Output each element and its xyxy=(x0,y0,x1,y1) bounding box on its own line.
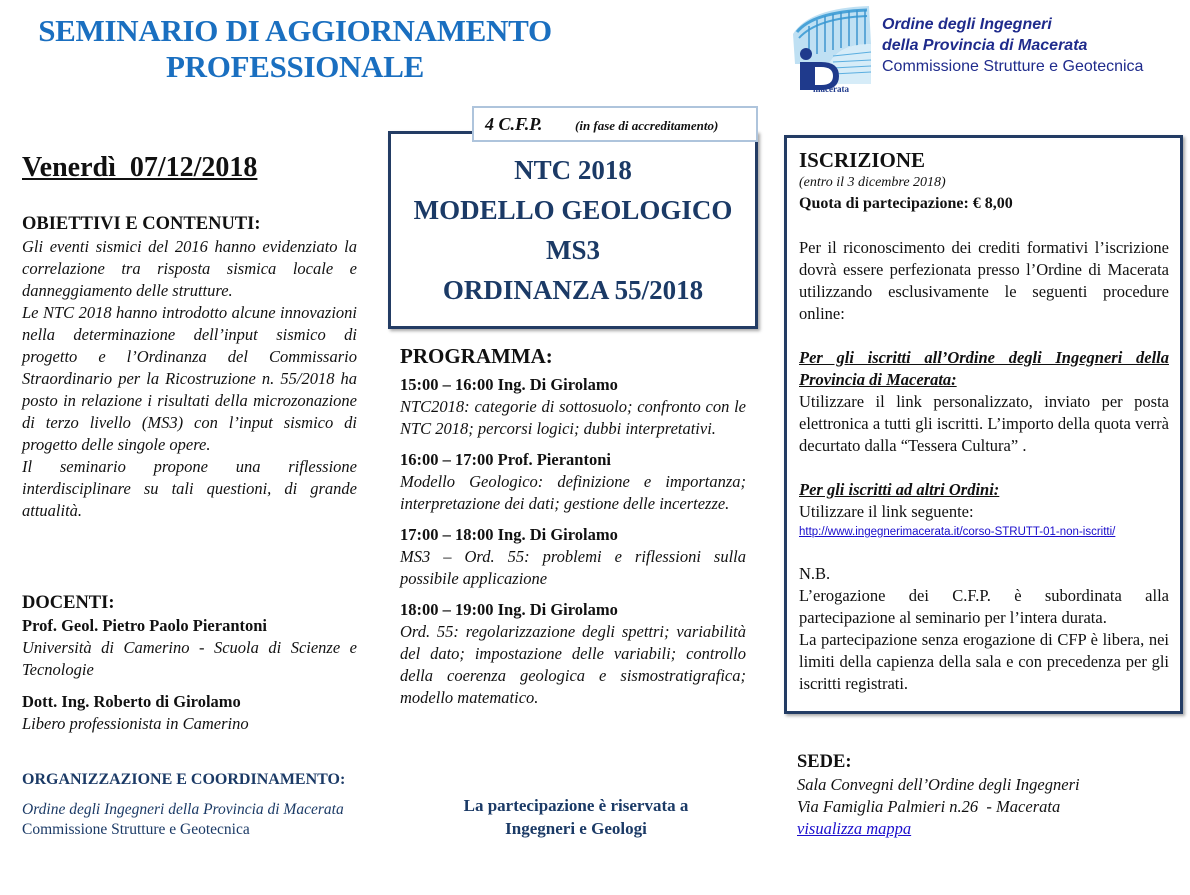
program-heading: PROGRAMMA: xyxy=(400,344,553,368)
others-heading: Per gli iscritti ad altri Ordini: xyxy=(799,480,1000,499)
program-description: Modello Geologico: definizione e importanza; interpretazione dei dati; gestione delle incertezze. xyxy=(400,472,746,513)
registration-box xyxy=(784,135,1183,714)
org-name-line-1: Ordine degli Ingegneri xyxy=(882,16,1052,33)
cfp-badge xyxy=(472,106,758,142)
registration-intro: Per il riconoscimento dei crediti formativi l’iscrizione dovrà essere perfezionata presso l’Ordine di Macerata utilizzando esclusivamente le seguenti procedure online: xyxy=(799,238,1169,323)
registration-heading: ISCRIZIONE xyxy=(799,148,926,172)
organization-commission: Commissione Strutture e Geotecnica xyxy=(22,821,250,838)
objectives-paragraph-2: Le NTC 2018 hanno introdotto alcune innovazioni nella determinazione dell’input sismico di progetto e l’Ordinanza del Commissario Straordinario per la Ricostruzione n. 55/2018 ha posto in relazione i risultati della microzonazione di terzo livello (MS3) con l’input sismico di progetto delle singole opere. xyxy=(22,303,357,454)
docenti-section xyxy=(22,591,357,735)
seminar-title xyxy=(0,13,590,85)
event-date: Venerdì 07/12/2018 xyxy=(22,152,258,183)
objectives-section xyxy=(22,212,357,522)
program-description: Ord. 55: regolarizzazione degli spettri; variabilità del dato; impostazione delle variabili; controllo della coerenza geologica e sismostratigrafica; modello matematico. xyxy=(400,622,746,707)
cfp-note: (in fase di accreditamento) xyxy=(575,118,719,133)
nb-label: N.B. xyxy=(799,564,831,583)
venue-line-2: Via Famiglia Palmieri n.26 - Macerata xyxy=(797,797,1061,816)
program-item xyxy=(400,524,746,590)
organization-name: Ordine degli Ingegneri della Provincia di Macerata xyxy=(22,801,344,818)
program-item xyxy=(400,449,746,515)
topic-line-3: MS3 xyxy=(546,235,600,265)
nb-text-1: L’erogazione dei C.F.P. è subordinata alla partecipazione al seminario per l’intera durata. xyxy=(799,586,1169,627)
topic-line-2: MODELLO GEOLOGICO xyxy=(413,195,733,225)
program-time: 16:00 – 17:00 Prof. Pierantoni xyxy=(400,450,611,469)
logo-image-icon xyxy=(789,4,873,96)
participation-line-1: La partecipazione è riservata a xyxy=(463,796,689,815)
docente-item xyxy=(22,691,357,735)
registration-fee: Quota di partecipazione: € 8,00 xyxy=(799,195,1013,212)
docente-name: Dott. Ing. Roberto di Girolamo xyxy=(22,692,241,711)
venue-section xyxy=(797,750,1187,840)
program-description: NTC2018: categorie di sottosuolo; confronto con le NTC 2018; percorsi logici; dubbi interpretativi. xyxy=(400,397,746,438)
venue-heading: SEDE: xyxy=(797,752,852,772)
docente-name: Prof. Geol. Pietro Paolo Pierantoni xyxy=(22,616,268,635)
topic-line-1: NTC 2018 xyxy=(514,155,632,185)
others-text: Utilizzare il link seguente: xyxy=(799,502,974,521)
docente-item xyxy=(22,615,357,681)
org-name-line-2: della Provincia di Macerata xyxy=(882,37,1088,54)
nb-text-2: La partecipazione senza erogazione di CFP è libera, nei limiti della capienza della sala e con precedenza per gli iscritti registrati. xyxy=(799,630,1169,693)
participation-line-2: Ingegneri e Geologi xyxy=(505,819,647,838)
registration-link[interactable]: http://www.ingegnerimacerata.it/corso-STRUTT-01-non-iscritti/ xyxy=(799,526,1116,538)
organization-header xyxy=(882,14,1187,77)
order-logo xyxy=(789,4,873,96)
program-item xyxy=(400,374,746,440)
venue-line-1: Sala Convegni dell’Ordine degli Ingegneri xyxy=(797,775,1080,794)
topic-box xyxy=(388,131,758,329)
program-time: 15:00 – 16:00 Ing. Di Girolamo xyxy=(400,375,618,394)
objectives-paragraph-1: Gli eventi sismici del 2016 hanno evidenziato la correlazione tra risposta sismica locale e danneggiamento delle strutture. xyxy=(22,237,357,300)
program-item xyxy=(400,599,746,709)
program-section xyxy=(400,342,746,709)
participation-notice xyxy=(386,794,766,840)
program-time: 17:00 – 18:00 Ing. Di Girolamo xyxy=(400,525,618,544)
program-time: 18:00 – 19:00 Ing. Di Girolamo xyxy=(400,600,618,619)
members-heading: Per gli iscritti all’Ordine degli Ingegneri della Provincia di Macerata: xyxy=(799,348,1169,389)
program-description: MS3 – Ord. 55: problemi e riflessioni sulla possibile applicazione xyxy=(400,547,746,588)
title-line-1: SEMINARIO DI AGGIORNAMENTO xyxy=(38,13,552,48)
registration-deadline: (entro il 3 dicembre 2018) xyxy=(799,175,946,190)
logo-caption: macerata xyxy=(813,84,849,94)
objectives-heading: OBIETTIVI E CONTENUTI: xyxy=(22,214,261,234)
organization-heading: ORGANIZZAZIONE E COORDINAMENTO: xyxy=(22,771,346,788)
docente-affiliation: Università di Camerino - Scuola di Scienze e Tecnologie xyxy=(22,638,357,679)
docenti-heading: DOCENTI: xyxy=(22,593,115,613)
org-commission: Commissione Strutture e Geotecnica xyxy=(882,58,1144,75)
map-link[interactable]: visualizza mappa xyxy=(797,819,912,838)
organization-section xyxy=(22,769,377,840)
cfp-credits: 4 C.F.P. xyxy=(485,114,543,134)
objectives-paragraph-3: Il seminario propone una riflessione interdisciplinare su tali questioni, di grande attualità. xyxy=(22,457,357,520)
title-line-2: PROFESSIONALE xyxy=(166,49,424,84)
docente-affiliation: Libero professionista in Camerino xyxy=(22,714,249,733)
members-text: Utilizzare il link personalizzato, inviato per posta elettronica a tutti gli iscritti. L’importo della quota verrà decurtato dalla “Tessera Cultura” . xyxy=(799,392,1169,455)
topic-line-4: ORDINANZA 55/2018 xyxy=(442,275,704,305)
